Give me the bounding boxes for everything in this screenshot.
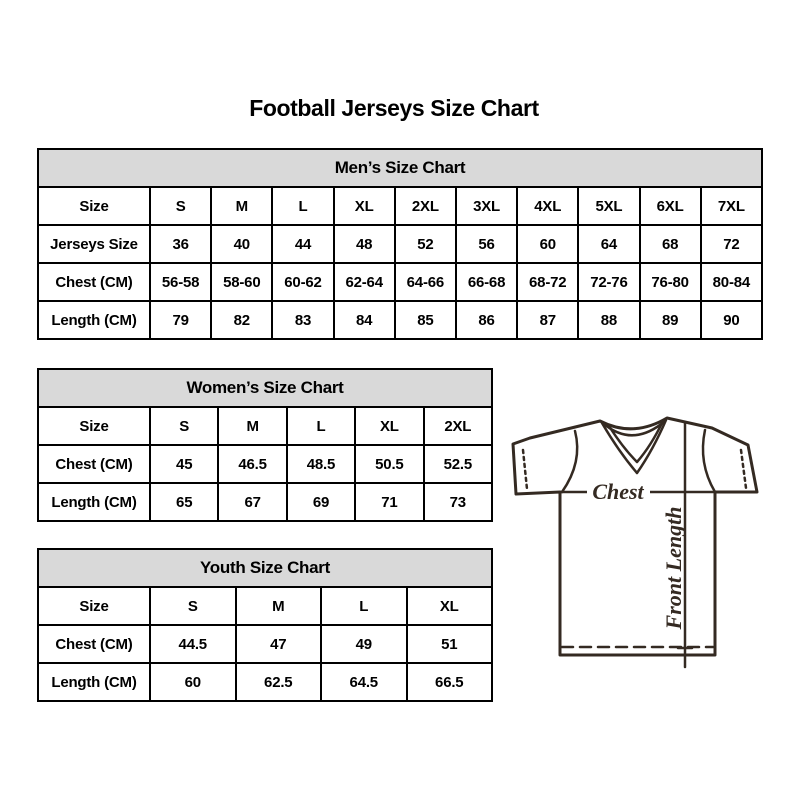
size-value-cell: XL [334, 187, 395, 225]
size-value-cell: 79 [150, 301, 211, 339]
size-value-cell: 45 [150, 445, 218, 483]
row-label: Jerseys Size [38, 225, 150, 263]
size-value-cell: 85 [395, 301, 456, 339]
size-value-cell: L [321, 587, 407, 625]
table-title: Women’s Size Chart [38, 369, 492, 407]
size-value-cell: 68-72 [517, 263, 578, 301]
youth-size-table [37, 548, 493, 702]
size-value-cell: 84 [334, 301, 395, 339]
table-row [38, 625, 492, 663]
size-value-cell: 86 [456, 301, 517, 339]
left-armhole-seam [562, 431, 577, 492]
size-value-cell: 4XL [517, 187, 578, 225]
size-value-cell: 56 [456, 225, 517, 263]
size-value-cell: 40 [211, 225, 272, 263]
size-value-cell: 83 [272, 301, 333, 339]
row-label: Length (CM) [38, 301, 150, 339]
size-value-cell: 3XL [456, 187, 517, 225]
table-row [38, 187, 762, 225]
left-cuff-stitch-line [523, 450, 527, 489]
row-label: Length (CM) [38, 663, 150, 701]
size-value-cell: XL [407, 587, 493, 625]
size-value-cell: 47 [236, 625, 322, 663]
size-value-cell: 52 [395, 225, 456, 263]
size-value-cell: 52.5 [424, 445, 492, 483]
size-value-cell: XL [355, 407, 423, 445]
size-value-cell: 48.5 [287, 445, 355, 483]
size-value-cell: 69 [287, 483, 355, 521]
row-label: Chest (CM) [38, 625, 150, 663]
table-row [38, 407, 492, 445]
size-value-cell: 58-60 [211, 263, 272, 301]
size-value-cell: S [150, 407, 218, 445]
jersey-illustration [505, 400, 775, 680]
size-value-cell: M [236, 587, 322, 625]
size-value-cell: M [211, 187, 272, 225]
size-value-cell: 72 [701, 225, 762, 263]
size-value-cell: 82 [211, 301, 272, 339]
jersey-measurement-diagram [505, 400, 775, 680]
size-value-cell: 68 [640, 225, 701, 263]
size-value-cell: 71 [355, 483, 423, 521]
table-row [38, 663, 492, 701]
table-header-row [38, 549, 492, 587]
table-row [38, 225, 762, 263]
size-value-cell: 46.5 [218, 445, 286, 483]
row-label: Size [38, 587, 150, 625]
size-value-cell: S [150, 187, 211, 225]
womens-size-table [37, 368, 493, 522]
size-value-cell: 60-62 [272, 263, 333, 301]
size-value-cell: 36 [150, 225, 211, 263]
size-value-cell: 64-66 [395, 263, 456, 301]
row-label: Size [38, 187, 150, 225]
table-row [38, 445, 492, 483]
size-value-cell: 64 [578, 225, 639, 263]
right-cuff-stitch-line [741, 450, 746, 488]
size-value-cell: 60 [150, 663, 236, 701]
row-label: Length (CM) [38, 483, 150, 521]
table-header-row [38, 369, 492, 407]
size-value-cell: 51 [407, 625, 493, 663]
size-value-cell: 80-84 [701, 263, 762, 301]
size-value-cell: 56-58 [150, 263, 211, 301]
front-length-measure-label: Front Length [661, 506, 686, 630]
table-title: Men’s Size Chart [38, 149, 762, 187]
size-value-cell: L [287, 407, 355, 445]
size-value-cell: 66.5 [407, 663, 493, 701]
size-value-cell: 89 [640, 301, 701, 339]
size-value-cell: 6XL [640, 187, 701, 225]
size-value-cell: 73 [424, 483, 492, 521]
size-value-cell: L [272, 187, 333, 225]
size-value-cell: 88 [578, 301, 639, 339]
size-value-cell: 64.5 [321, 663, 407, 701]
table-row [38, 301, 762, 339]
size-value-cell: M [218, 407, 286, 445]
table-row [38, 483, 492, 521]
size-value-cell: 60 [517, 225, 578, 263]
size-value-cell: 2XL [424, 407, 492, 445]
size-value-cell: 44.5 [150, 625, 236, 663]
size-value-cell: 76-80 [640, 263, 701, 301]
size-value-cell: 48 [334, 225, 395, 263]
table-title: Youth Size Chart [38, 549, 492, 587]
size-value-cell: S [150, 587, 236, 625]
size-value-cell: 49 [321, 625, 407, 663]
right-armhole-seam [703, 430, 715, 492]
size-value-cell: 65 [150, 483, 218, 521]
size-value-cell: 90 [701, 301, 762, 339]
size-value-cell: 87 [517, 301, 578, 339]
table-header-row [38, 149, 762, 187]
size-value-cell: 66-68 [456, 263, 517, 301]
size-value-cell: 62-64 [334, 263, 395, 301]
table-row [38, 587, 492, 625]
row-label: Size [38, 407, 150, 445]
size-value-cell: 7XL [701, 187, 762, 225]
size-value-cell: 44 [272, 225, 333, 263]
mens-size-table [37, 148, 763, 340]
size-value-cell: 62.5 [236, 663, 322, 701]
row-label: Chest (CM) [38, 445, 150, 483]
row-label: Chest (CM) [38, 263, 150, 301]
table-row [38, 263, 762, 301]
chest-measure-label: Chest [592, 479, 644, 504]
size-value-cell: 5XL [578, 187, 639, 225]
page-title: Football Jerseys Size Chart [249, 95, 539, 121]
size-value-cell: 50.5 [355, 445, 423, 483]
size-value-cell: 72-76 [578, 263, 639, 301]
jersey-outline [513, 418, 757, 655]
size-value-cell: 67 [218, 483, 286, 521]
size-value-cell: 2XL [395, 187, 456, 225]
